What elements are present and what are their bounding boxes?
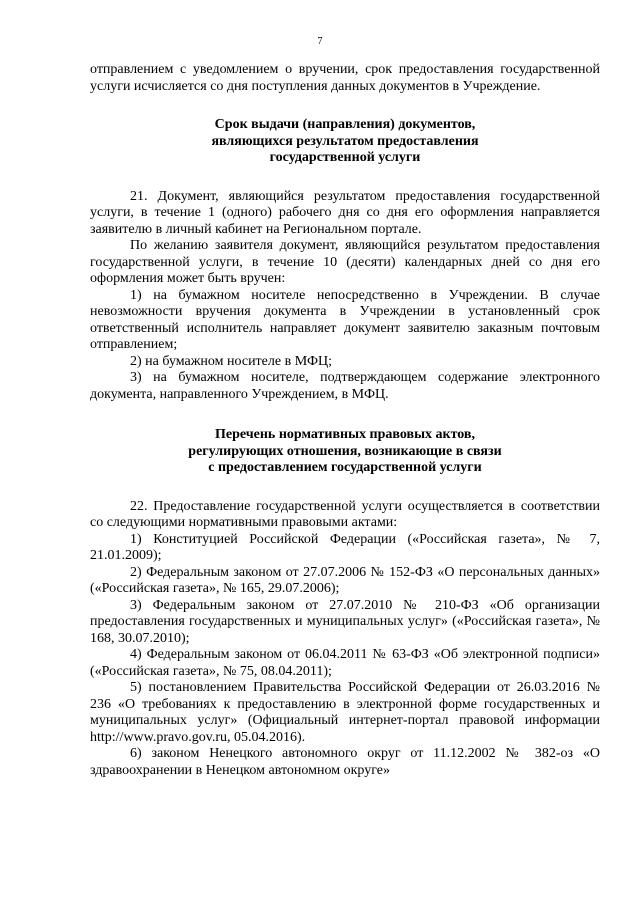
list-item-22-4: 4) Федеральным законом от 06.04.2011 № 63-ФЗ «Об электронной подписи» («Российская газета», № 75, 08.04.2011); — [90, 647, 600, 679]
list-item-22-3: 3) Федеральным законом от 27.07.2010 № 210-ФЗ «Об организации предоставления государственных и муниципальных услуг» («Российская газета», № 168, 30.07.2010); — [90, 597, 600, 646]
list-item-21-3: 3) на бумажном носителе, подтверждающем содержание электронного документа, направленного Учреждением, в МФЦ. — [90, 370, 600, 402]
paragraph-intro: отправлением с уведомлением о вручении, срок предоставления государственной услуги исчисляется со дня поступления данных документов в Учреждение. — [90, 62, 600, 94]
list-item-22-6: 6) законом Ненецкого автономного округ от 11.12.2002 № 382-оз «О здравоохранении в Ненецком автономном округе» — [90, 746, 600, 778]
heading-line: регулирующих отношения, возникающие в связи — [188, 443, 502, 459]
list-item-21-2: 2) на бумажном носителе в МФЦ; — [130, 353, 333, 369]
heading-line: являющихся результатом предоставления — [211, 133, 479, 149]
heading-line: Срок выдачи (направления) документов, — [214, 117, 476, 132]
heading-line: Перечень нормативных правовых актов, — [215, 427, 475, 442]
paragraph-21-options: По желанию заявителя документ, являющийся результатом предоставления государственной услуги, в течение 10 (десяти) календарных дней со дня его оформления может быть вручен: — [90, 238, 600, 286]
paragraph-21: 21. Документ, являющийся результатом предоставления государственной услуги, в течение 1 (одного) рабочего дня со дня его оформления направляется заявителю в личный кабинет на Региональном портале. — [90, 188, 600, 237]
list-item-22-2: 2) Федеральным законом от 27.07.2006 № 152-ФЗ «О персональных данных» («Российская газета», № 165, 29.07.2006); — [90, 564, 600, 596]
heading-line: государственной услуги — [269, 150, 421, 165]
document-body — [90, 62, 600, 779]
section-heading-legal-acts — [90, 427, 600, 477]
list-item-21-1: 1) на бумажном носителе непосредственно в Учреждении. В случае невозможности вручения документа в Учреждении в установленный срок ответственный исполнитель направляет документ заявителю заказным почтовым отправлением; — [90, 287, 600, 352]
paragraph-22: 22. Предоставление государственной услуги осуществляется в соответствии со следующими нормативными правовыми актами: — [90, 498, 600, 530]
list-item-22-1: 1) Конституцией Российской Федерации («Российская газета», № 7, 21.01.2009); — [90, 531, 600, 563]
list-item-22-5: 5) постановлением Правительства Российской Федерации от 26.03.2016 № 236 «О требованиях к предоставлению в электронной форме государственных и муниципальных услуг» (Официальный интернет-портал правовой информации http://www.pravo.gov.ru, 05.04.2016). — [90, 680, 600, 745]
section-heading-delivery-term — [90, 117, 600, 167]
heading-line: с предоставлением государственной услуги — [208, 460, 482, 475]
page-number: 7 — [317, 36, 323, 47]
